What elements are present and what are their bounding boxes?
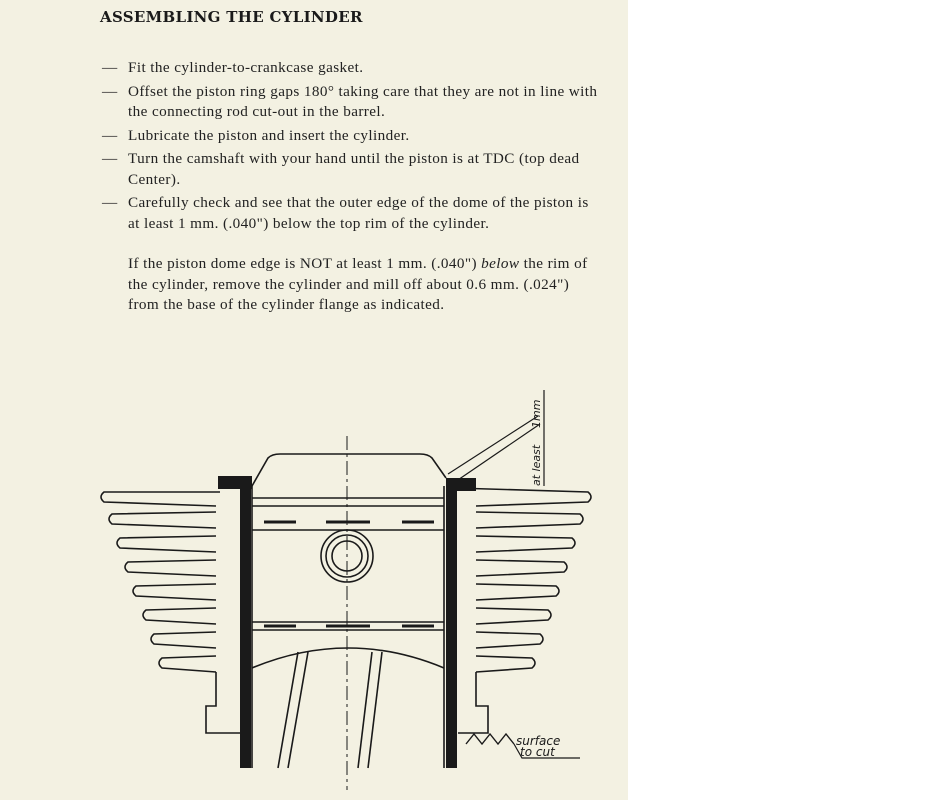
cut-surface-hatch xyxy=(466,734,514,744)
dash-bullet: — xyxy=(102,194,118,211)
list-item xyxy=(102,193,602,234)
label-mm: 1mm xyxy=(530,399,543,428)
list-item xyxy=(102,149,602,190)
list-item xyxy=(102,126,602,147)
step-text: Fit the cylinder-to-crankcase gasket. xyxy=(128,59,364,76)
step-text: Turn the camshaft with your hand until the piston is at TDC (top dead Center). xyxy=(128,150,580,188)
right-cooling-fins xyxy=(455,488,591,733)
piston-dome xyxy=(252,454,446,486)
step-text: Carefully check and see that the outer edge of the dome of the piston is at least 1 mm. (.040") below the top rim of the cylinder. xyxy=(128,194,589,232)
label-to-cut: to cut xyxy=(520,745,555,759)
step-text: Lubricate the piston and insert the cylinder. xyxy=(128,126,410,144)
list-item xyxy=(102,82,602,123)
note-text-end: the rim of the cylinder, remove the cylinder and mill off about 0.6 mm. (.024") from the base of the cylinder flange as indicated. xyxy=(128,255,588,313)
list-item xyxy=(102,58,602,79)
cylinder-cross-section-diagram xyxy=(0,370,628,800)
connecting-rod xyxy=(278,652,382,768)
warning-paragraph xyxy=(128,254,600,316)
dash-bullet: — xyxy=(102,126,118,144)
label-at-least: at least xyxy=(530,444,543,486)
assembly-steps xyxy=(102,58,602,237)
dash-bullet: — xyxy=(102,59,118,76)
section-heading: ASSEMBLING THE CYLINDER xyxy=(100,8,363,26)
note-emphasis: below xyxy=(481,255,520,272)
note-text-start: If the piston dome edge is NOT at least 1 mm. (.040") xyxy=(128,255,482,272)
dash-bullet: — xyxy=(102,82,118,100)
label-surface: surface xyxy=(516,734,561,748)
piston-ring-grooves xyxy=(264,522,434,626)
cylinder-wall-left xyxy=(240,480,251,768)
step-text: Offset the piston ring gaps 180° taking care that they are not in line with the connecting rod cut-out in the barrel. xyxy=(128,82,598,120)
cylinder-rim-right xyxy=(446,478,476,491)
left-cooling-fins xyxy=(101,492,240,733)
cylinder-wall-right xyxy=(446,482,457,768)
cylinder-rim-left xyxy=(218,476,252,489)
dash-bullet: — xyxy=(102,150,118,167)
